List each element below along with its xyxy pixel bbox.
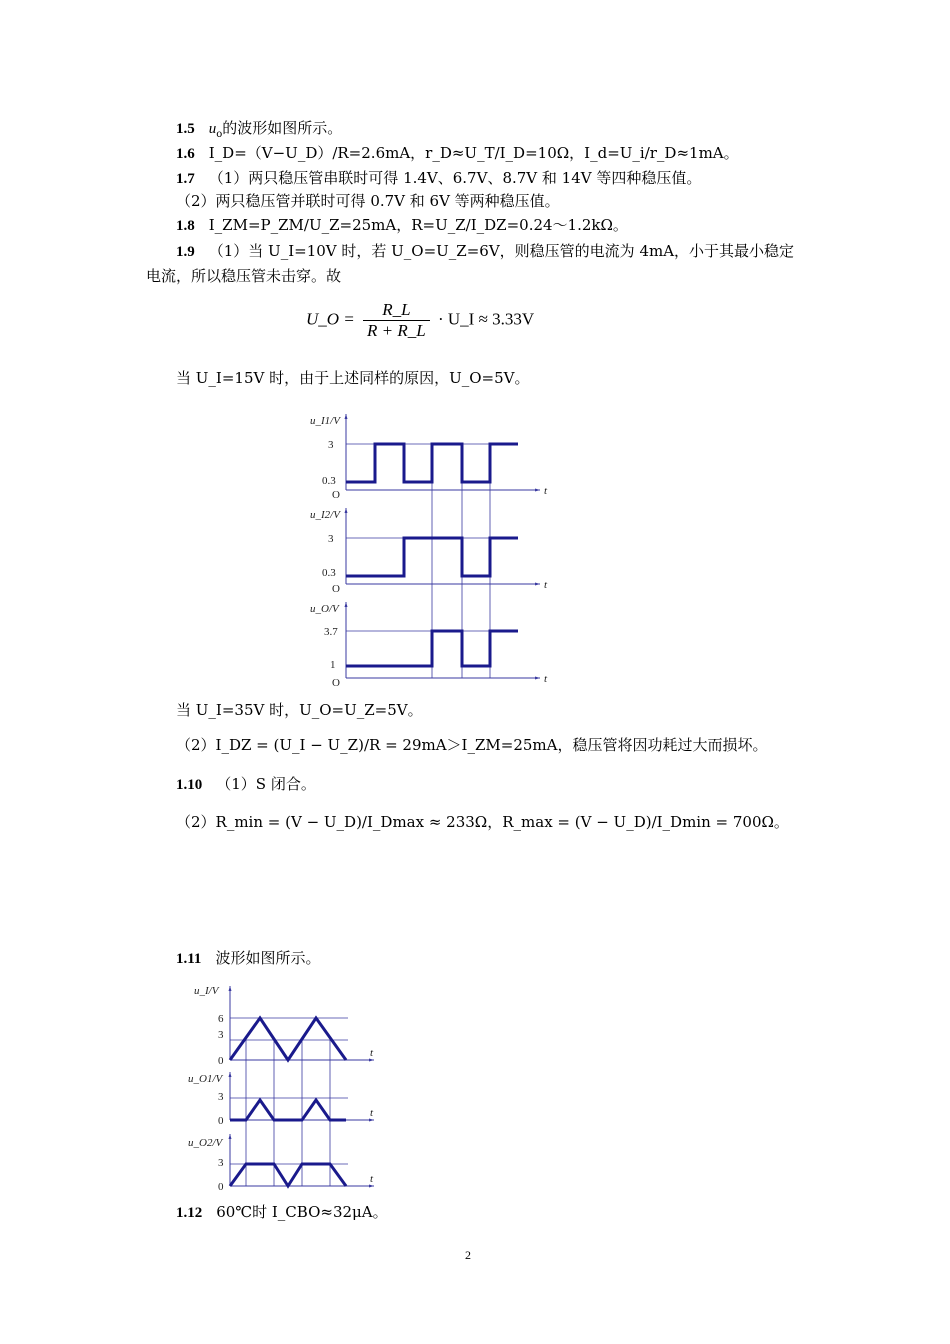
item-number: 1.5 (176, 121, 195, 137)
item-number: 1.8 (176, 218, 195, 234)
svg-text:3: 3 (328, 533, 334, 545)
item-number: 1.12 (176, 1205, 203, 1221)
svg-text:t: t (370, 1173, 374, 1185)
svg-text:O: O (332, 677, 340, 689)
waveform-uo2 (230, 1164, 346, 1186)
figure-1-9-waveforms (300, 402, 560, 694)
waveform-uo1 (230, 1100, 346, 1120)
waveform-ui (230, 1018, 346, 1060)
answer-1-7 (176, 168, 701, 189)
figure-1-11-waveforms (188, 978, 388, 1196)
answer-1-7-part2 (176, 191, 560, 211)
answer-1-6 (176, 143, 739, 164)
answer-1-10-part2 (176, 812, 789, 832)
item-number: 1.6 (176, 146, 195, 162)
answer-1-9-part2 (176, 735, 767, 755)
answer-text: （2）两只稳压管并联时可得 0.7V 和 6V 等两种稳压值。 (176, 192, 560, 210)
answer-1-8 (176, 215, 628, 236)
answer-text: 当 U_I=35V 时，U_O=U_Z=5V。 (176, 701, 423, 719)
answer-1-9 (176, 241, 794, 262)
answer-1-12 (176, 1202, 388, 1223)
answer-1-9-15v (176, 368, 529, 388)
answer-1-9-cont (146, 266, 341, 286)
item-number: 1.9 (176, 244, 195, 260)
axis-label-ui1: u_I1/V (310, 415, 340, 427)
axis-label-ui2: u_I2/V (310, 509, 340, 521)
svg-text:0.3: 0.3 (322, 475, 336, 487)
svg-text:0: 0 (218, 1055, 224, 1067)
svg-text:3.7: 3.7 (324, 626, 338, 638)
svg-text:0.3: 0.3 (322, 567, 336, 579)
page-number: 2 (465, 1248, 471, 1262)
svg-text:t: t (544, 579, 548, 591)
answer-text: I_ZM=P_ZM/U_Z=25mA，R=U_Z/I_DZ=0.24～1.2kΩ。 (208, 216, 628, 234)
svg-text:t: t (370, 1107, 374, 1119)
item-number: 1.11 (176, 951, 202, 967)
answer-text: （1）两只稳压管串联时可得 1.4V、6.7V、8.7V 和 14V 等四种稳压值。 (208, 169, 702, 187)
answer-1-5: 1.5 $u_o$的波形如图所示。 (176, 119, 343, 140)
answer-text: （1）当 U_I=10V 时，若 U_O=U_Z=6V，则稳压管的电流为 4mA，小于其最小稳定 (208, 242, 795, 260)
answer-text: （2）I_DZ = (U_I − U_Z)/R = 29mA＞I_ZM=25mA，稳压管将因功耗过大而损坏。 (176, 736, 768, 754)
svg-text:3: 3 (218, 1157, 224, 1169)
item-number: 1.10 (176, 777, 203, 793)
item-number: 1.7 (176, 171, 195, 187)
axis-label-uo2: u_O2/V (188, 1137, 223, 1149)
svg-text:t: t (544, 673, 548, 685)
answer-text: 波形如图所示。 (215, 949, 321, 967)
svg-text:6: 6 (218, 1013, 224, 1025)
svg-text:3: 3 (328, 439, 334, 451)
waveform-uo (346, 631, 518, 666)
axis-label-ui: u_I/V (194, 985, 219, 997)
axis-label-uo1: u_O1/V (188, 1073, 223, 1085)
formula-uo: U_O = $\frac{R\_L}{R + R\_L}$ · U_I ≈ 3.33V (306, 300, 535, 340)
waveform-ui1 (346, 444, 518, 482)
answer-text: 电流，所以稳压管未击穿。故 (146, 267, 342, 285)
svg-text:O: O (332, 583, 340, 595)
answer-text: 当 U_I=15V 时，由于上述同样的原因，U_O=5V。 (176, 369, 530, 387)
svg-text:3: 3 (218, 1091, 224, 1103)
svg-text:0: 0 (218, 1115, 224, 1127)
svg-text:O: O (332, 489, 340, 501)
svg-text:1: 1 (330, 659, 336, 671)
answer-1-9-35v (176, 700, 423, 720)
answer-text: （1）S 闭合。 (216, 775, 316, 793)
axis-label-uo: u_O/V (310, 603, 339, 615)
answer-1-10 (176, 774, 316, 795)
svg-text:t: t (370, 1047, 374, 1059)
svg-text:0: 0 (218, 1181, 224, 1193)
fraction: $\frac{R\_L}{R + R\_L}$ (363, 300, 430, 341)
answer-text: （2）R_min = (V − U_D)/I_Dmax ≈ 233Ω，R_max = (V − U_D)/I_Dmin = 700Ω。 (176, 813, 789, 831)
svg-text:3: 3 (218, 1029, 224, 1041)
answer-text: I_D=（V−U_D）/R=2.6mA，r_D≈U_T/I_D=10Ω，I_d=U_i/r_D≈1mA。 (208, 144, 739, 162)
answer-text: 60℃时 I_CBO≈32μA。 (216, 1203, 388, 1221)
answer-1-11 (176, 948, 320, 969)
svg-text:t: t (544, 485, 548, 497)
